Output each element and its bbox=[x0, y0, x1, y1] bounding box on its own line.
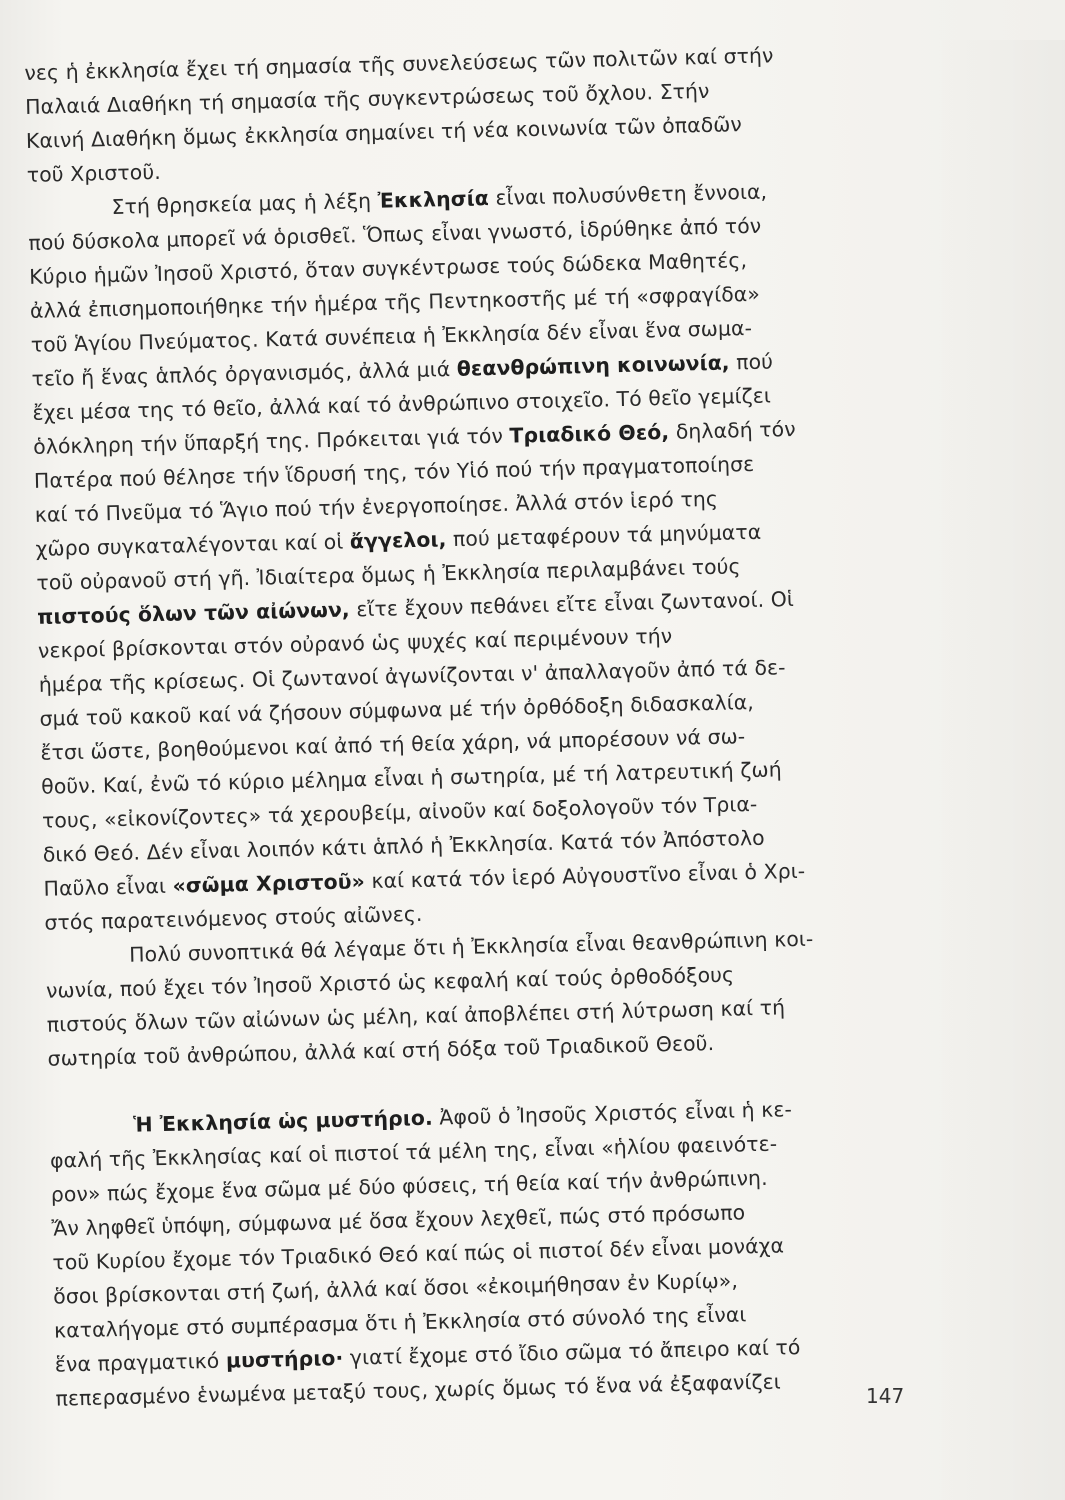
bold-term: «σῶμα Χριστοῦ» bbox=[172, 869, 366, 898]
text-run: θοῦν. Καί, ἐνῶ τό κύριο μέλημα εἶναι ἡ σωτηρία, μέ τή λατρευτική ζωή bbox=[40, 757, 782, 799]
text-run: πιστούς ὅλων τῶν αἰώνων ὡς μέλη, καί ἀποβλέπει στή λύτρωση καί τή bbox=[46, 995, 786, 1037]
text-run: τοῦ Ἁγίου Πνεύματος. Κατά συνέπεια ἡ Ἐκκλησία δέν εἶναι ἕνα σωμα- bbox=[30, 315, 753, 357]
text-run: τοῦ Κυρίου ἔχομε τόν Τριαδικό Θεό καί πώς οἱ πιστοί δέν εἶναι μονάχα bbox=[52, 1233, 785, 1275]
text-run: ἡμέρα τῆς κρίσεως. Οἱ ζωντανοί ἀγωνίζονται ν' ἀπαλλαγοῦν ἀπό τά δε- bbox=[38, 655, 786, 697]
text-run: Παλαιά Διαθήκη τή σημασία τῆς συγκεντρώσεως τοῦ ὄχλου. Στήν bbox=[24, 78, 710, 119]
text-run: χῶρο συγκαταλέγονται καί οἱ bbox=[35, 529, 351, 561]
text-run: νωνία, πού ἔχει τόν Ἰησοῦ Χριστό ὡς κεφαλή καί τούς ὀρθοδόξους bbox=[45, 962, 735, 1003]
text-run: ἔχει μέσα της τό θεῖο, ἀλλά καί τό ἀνθρώπινο στοιχεῖο. Τό θεῖο γεμίζει bbox=[32, 383, 772, 425]
text-run: τεῖο ἤ ἕνας ἁπλός ὀργανισμός, ἀλλά μιά bbox=[31, 356, 458, 391]
text-run: φαλή τῆς Ἐκκλησίας καί οἱ πιστοί τά μέλη της, εἶναι «ἡλίου φαεινότε- bbox=[49, 1131, 778, 1173]
text-run: ὁλόκληρη τήν ὕπαρξή της. Πρόκειται γιά τόν bbox=[32, 423, 510, 459]
text-run: εἶναι πολυσύνθετη ἔννοια, bbox=[488, 179, 768, 211]
text-run: γιατί ἔχομε στό ἴδιο σῶμα τό ἄπειρο καί τό bbox=[343, 1335, 801, 1370]
text-run: δικό Θεό. Δέν εἶναι λοιπόν κάτι ἁπλό ἡ Ἐκκλησία. Κατά τόν Ἀπόστολο bbox=[42, 825, 765, 867]
text-run: Κύριο ἡμῶν Ἰησοῦ Χριστό, ὅταν συγκέντρωσε τούς δώδεκα Μαθητές, bbox=[28, 248, 748, 289]
text-run: Πατέρα πού θέλησε τήν ἵδρυσή της, τόν Υἱό πού τήν πραγματοποίησε bbox=[33, 451, 755, 493]
text-run: ἕνα πραγματικό bbox=[54, 1348, 227, 1377]
bold-term: Τριαδικό Θεό, bbox=[509, 419, 670, 448]
text-run: πού bbox=[729, 349, 774, 375]
text-run: ἔτσι ὥστε, βοηθούμενοι καί ἀπό τή θεία χάρη, νά μπορέσουν νά σω- bbox=[40, 724, 746, 765]
text-run: νες ἡ ἐκκλησία ἔχει τή σημασία τῆς συνελεύσεως τῶν πολιτῶν καί στήν bbox=[24, 43, 774, 85]
text-run: Καινή Διαθήκη ὅμως ἐκκλησία σημαίνει τή νέα κοινωνία τῶν ὀπαδῶν bbox=[25, 112, 743, 153]
text-run: ἀλλά ἐπισημοποιήθηκε τήν ἡμέρα τῆς Πεντηκοστῆς μέ τή «σφραγίδα» bbox=[29, 281, 761, 323]
text-run: καί τό Πνεῦμα τό Ἅγιο πού τήν ἐνεργοποίησε. Ἀλλά στόν ἱερό της bbox=[34, 486, 719, 527]
text-run: πού μεταφέρουν τά μηνύματα bbox=[446, 519, 762, 552]
text-run: δηλαδή τόν bbox=[668, 416, 796, 444]
text-run: Ἄν ληφθεῖ ὑπόψη, σύμφωνα μέ ὅσα ἔχουν λεχθεῖ, πώς στό πρόσωπο bbox=[51, 1200, 746, 1241]
text-run: πεπερασμένο ἑνωμένα μεταξύ τους, χωρίς ὅμως τό ἕνα νά ἐξαφανίζει bbox=[55, 1369, 782, 1411]
text-run: σωτηρία τοῦ ἀνθρώπου, ἀλλά καί στή δόξα τοῦ Τριαδικοῦ Θεοῦ. bbox=[47, 1031, 715, 1071]
text-run: ὅσοι βρίσκονται στή ζωή, ἀλλά καί ὅσοι «ἐκοιμήθησαν ἐν Κυρίῳ», bbox=[52, 1268, 739, 1309]
bold-term: θεανθρώπινη κοινωνία, bbox=[456, 350, 730, 381]
text-run: εἴτε ἔχουν πεθάνει εἴτε εἶναι ζωντανοί. Οἱ bbox=[349, 587, 795, 622]
text-run: Παῦλο εἶναι bbox=[43, 873, 173, 901]
text-run: Ἀφοῦ ὁ Ἰησοῦς Χριστός εἶναι ἡ κε- bbox=[432, 1097, 793, 1130]
text-run: καταλήγομε στό συμπέρασμα ὅτι ἡ Ἐκκλησία στό σύνολό της εἶναι bbox=[53, 1302, 747, 1343]
text-run: τοῦ οὐρανοῦ στή γῆ. Ἰδιαίτερα ὅμως ἡ Ἐκκλησία περιλαμβάνει τούς bbox=[36, 554, 741, 595]
text-run: Στή θρησκεία μας ἡ λέξη bbox=[111, 188, 379, 219]
bold-term: Ἐκκλησία bbox=[377, 186, 490, 213]
text-run: Πολύ συνοπτικά θά λέγαμε ὅτι ἡ Ἐκκλησία εἶναι θεανθρώπινη κοι- bbox=[128, 926, 814, 967]
text-run: νεκροί βρίσκονται στόν οὐρανό ὡς ψυχές καί περιμένουν τήν bbox=[37, 623, 673, 663]
text-run: ρον» πώς ἔχομε ἕνα σῶμα μέ δύο φύσεις, τή θεία καί τήν ἀνθρώπινη. bbox=[50, 1165, 768, 1207]
text-run: καί κατά τόν ἱερό Αὐγουστῖνο εἶναι ὁ Χρι- bbox=[364, 858, 806, 894]
bold-term: Ἡ Ἐκκλησία ὡς μυστήριο. bbox=[132, 1105, 434, 1137]
text-run: τους, «εἰκονίζοντες» τά χερουβείμ, αἰνοῦν καί δοξολογοῦν τόν Τρια- bbox=[41, 791, 758, 833]
text-run: σμά τοῦ κακοῦ καί νά ζήσουν σύμφωνα μέ τήν ὀρθόδοξη διδασκαλία, bbox=[39, 689, 755, 731]
text-run: τοῦ Χριστοῦ. bbox=[26, 159, 162, 187]
text-run: στός παρατεινόμενος στούς αἰῶνες. bbox=[44, 901, 423, 935]
bold-term: μυστήριο· bbox=[225, 1345, 344, 1373]
body-text bbox=[24, 35, 956, 1416]
bold-term: πιστούς ὅλων τῶν αἰώνων, bbox=[36, 597, 351, 629]
text-run: πού δύσκολα μπορεῖ νά ὁρισθεῖ. Ὅπως εἶναι γνωστό, ἱδρύθηκε ἀπό τόν bbox=[28, 213, 762, 255]
bold-term: ἄγγελοι, bbox=[349, 527, 447, 554]
page-number: 147 bbox=[866, 1384, 905, 1408]
